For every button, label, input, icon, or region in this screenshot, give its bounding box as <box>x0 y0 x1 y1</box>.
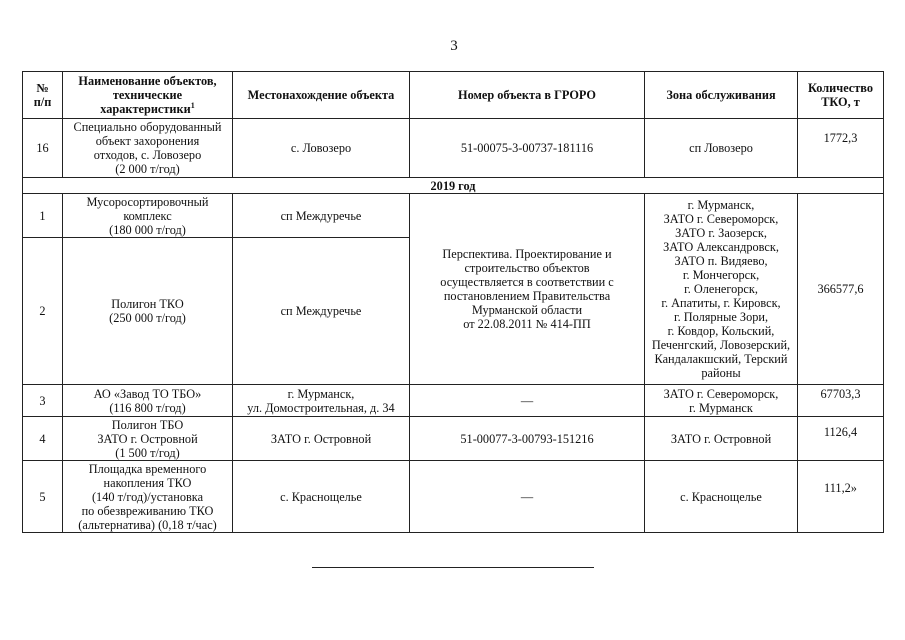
year-section-row <box>23 178 884 194</box>
service-zone: ЗАТО г. Североморск, г. Мурманск <box>645 385 798 417</box>
header-object-name: Наименование объектов, технические характеристики$^1$ <box>63 72 233 119</box>
footnote-marker: 1 <box>190 100 195 110</box>
waste-facilities-table <box>22 71 884 533</box>
waste-amount: 1772,3 <box>798 119 884 178</box>
row-number: 5 <box>23 461 63 533</box>
row-number: 4 <box>23 417 63 461</box>
waste-amount: 67703,3 <box>798 385 884 417</box>
groro-number: — <box>410 385 645 417</box>
object-location: с. Краснощелье <box>233 461 410 533</box>
object-name: Полигон ТКО (250 000 т/год) <box>63 238 233 385</box>
table-header-row <box>23 72 884 119</box>
object-location: ЗАТО г. Островной <box>233 417 410 461</box>
object-location: с. Ловозеро <box>233 119 410 178</box>
object-location: сп Междуречье <box>233 194 410 238</box>
waste-amount: 1126,4 <box>798 417 884 461</box>
groro-number: 51-00075-3-00737-181116 <box>410 119 645 178</box>
object-name: Площадка временного накопления ТКО (140 т/год)/установка по обезвреживанию ТКО (альтернатива) (0,18 т/час) <box>63 461 233 533</box>
header-number: № п/п <box>23 72 63 119</box>
page-number: 3 <box>450 38 458 54</box>
row-number: 3 <box>23 385 63 417</box>
groro-number: Перспектива. Проектирование и строительство объектов осуществляется в соответствии с постановлением Правительства Мурманской области от 22.08.2011 № 414-ПП <box>410 194 645 385</box>
table-row <box>23 385 884 417</box>
service-zone: ЗАТО г. Островной <box>645 417 798 461</box>
object-name: АО «Завод ТО ТБО» (116 800 т/год) <box>63 385 233 417</box>
service-zone: с. Краснощелье <box>645 461 798 533</box>
table-row <box>23 119 884 178</box>
header-amount: Количество ТКО, т <box>798 72 884 119</box>
object-name: Мусоросортировочный комплекс (180 000 т/год) <box>63 194 233 238</box>
row-number: 1 <box>23 194 63 238</box>
table-row <box>23 461 884 533</box>
header-location: Местонахождение объекта <box>233 72 410 119</box>
header-service-zone: Зона обслуживания <box>645 72 798 119</box>
service-zone: сп Ловозеро <box>645 119 798 178</box>
table-row <box>23 417 884 461</box>
row-number: 16 <box>23 119 63 178</box>
object-name: Специально оборудованный объект захоронения отходов, с. Ловозеро (2 000 т/год) <box>63 119 233 178</box>
year-label: 2019 год <box>23 178 884 194</box>
object-name: Полигон ТБО ЗАТО г. Островной (1 500 т/год) <box>63 417 233 461</box>
table-row <box>23 194 884 238</box>
bottom-separator-line <box>312 567 594 568</box>
groro-number: 51-00077-3-00793-151216 <box>410 417 645 461</box>
waste-amount: 111,2» <box>798 461 884 533</box>
service-zone: г. Мурманск, ЗАТО г. Североморск, ЗАТО г. Заозерск, ЗАТО Александровск, ЗАТО п. Видяево, г. Мончегорск, г. Оленегорск, г. Апатиты, г. Кировск, г. Полярные Зори, г. Ковдор, Кольский, Печенгский, Ловозерский, Кандалакшский, Терский районы <box>645 194 798 385</box>
header-groro-number: Номер объекта в ГРОРО <box>410 72 645 119</box>
row-number: 2 <box>23 238 63 385</box>
waste-amount: 366577,6 <box>798 194 884 385</box>
groro-number: — <box>410 461 645 533</box>
object-location: сп Междуречье <box>233 238 410 385</box>
object-location: г. Мурманск, ул. Домостроительная, д. 34 <box>233 385 410 417</box>
